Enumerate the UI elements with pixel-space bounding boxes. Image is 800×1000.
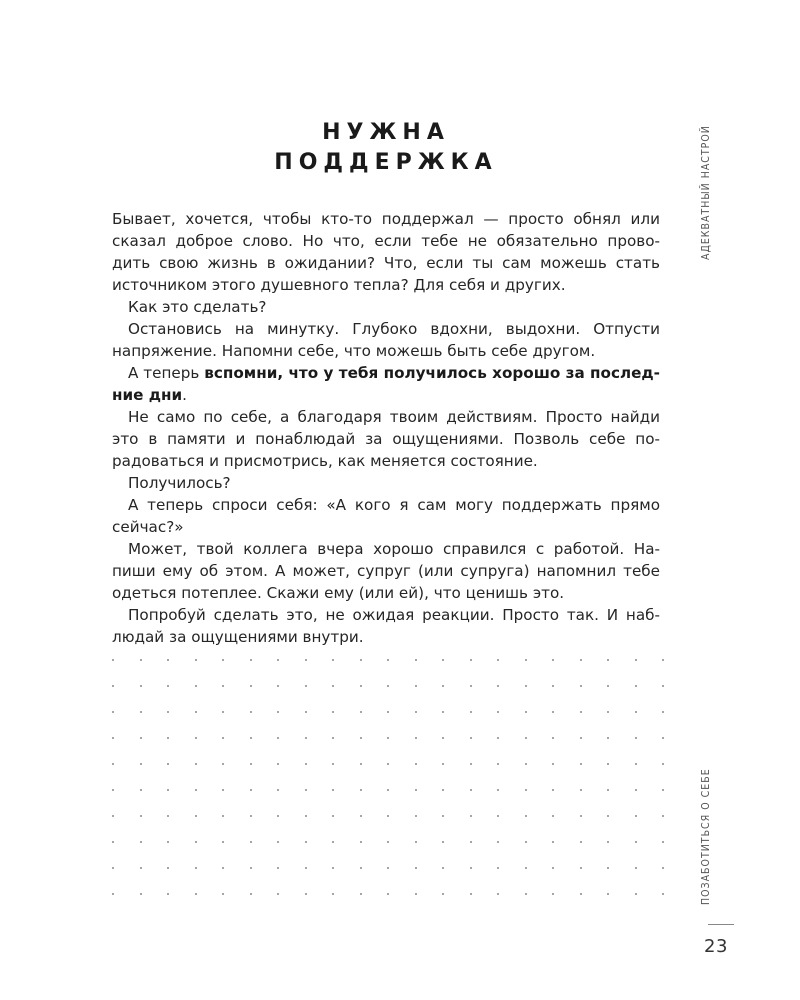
grid-dot [112, 841, 114, 843]
grid-dot [635, 711, 637, 713]
grid-dot [277, 893, 279, 895]
grid-dot [470, 815, 472, 817]
grid-dot [112, 763, 114, 765]
grid-dot [415, 893, 417, 895]
grid-dot [552, 685, 554, 687]
grid-dot [442, 737, 444, 739]
grid-dot [470, 867, 472, 869]
grid-dot [222, 815, 224, 817]
grid-dot [525, 867, 527, 869]
grid-dot [222, 789, 224, 791]
text-line: Остановись на минутку. Глубоко вдохни, выдохни. Отпусти [128, 320, 660, 338]
grid-dot [140, 893, 142, 895]
grid-dot [387, 711, 389, 713]
grid-dot [140, 659, 142, 661]
grid-dot [415, 841, 417, 843]
grid-dot [305, 685, 307, 687]
grid-dot [497, 763, 499, 765]
grid-dot [332, 867, 334, 869]
grid-dot [635, 893, 637, 895]
grid-dot [112, 737, 114, 739]
grid-dot [360, 737, 362, 739]
grid-dot [470, 659, 472, 661]
text-line: источником этого душевного тепла? Для себя и других. [112, 276, 566, 294]
grid-dot [607, 737, 609, 739]
text-line: это в памяти и понаблюдай за ощущениями. Позволь себе по- [112, 430, 660, 448]
grid-dot [525, 789, 527, 791]
dot-row [112, 784, 664, 810]
grid-dot [607, 789, 609, 791]
grid-dot [140, 815, 142, 817]
dot-row [112, 836, 664, 862]
grid-dot [360, 841, 362, 843]
sidebar-chapter-label: ПОЗАБОТИТЬСЯ О СЕБЕ [700, 768, 712, 905]
text-line: А теперь спроси себя: «А кого я сам могу поддержать прямо [128, 496, 660, 514]
grid-dot [112, 867, 114, 869]
grid-dot [415, 789, 417, 791]
grid-dot [195, 711, 197, 713]
grid-dot [662, 659, 664, 661]
grid-dot [360, 867, 362, 869]
grid-dot [580, 763, 582, 765]
grid-dot [277, 711, 279, 713]
grid-dot [442, 841, 444, 843]
grid-dot [277, 763, 279, 765]
grid-dot [662, 789, 664, 791]
grid-dot [497, 841, 499, 843]
text-line: пиши ему об этом. А может, супруг (или супруга) напомнил тебе [112, 562, 660, 580]
text-line: Бывает, хочется, чтобы кто-то поддержал — просто обнял или [112, 210, 660, 228]
grid-dot [112, 685, 114, 687]
grid-dot [497, 659, 499, 661]
text-line: сейчас?» [112, 518, 184, 536]
text-line [112, 362, 660, 384]
grid-dot [470, 893, 472, 895]
grid-dot [662, 867, 664, 869]
grid-dot [277, 659, 279, 661]
emphasis-text: ние дни [112, 386, 183, 404]
grid-dot [580, 737, 582, 739]
grid-dot [222, 659, 224, 661]
grid-dot [360, 763, 362, 765]
grid-dot [112, 789, 114, 791]
grid-dot [662, 737, 664, 739]
grid-dot [305, 789, 307, 791]
grid-dot [360, 893, 362, 895]
grid-dot [250, 659, 252, 661]
grid-dot [250, 789, 252, 791]
grid-dot [552, 659, 554, 661]
grid-dot [442, 685, 444, 687]
grid-dot [332, 711, 334, 713]
grid-dot [387, 893, 389, 895]
grid-dot [662, 893, 664, 895]
text-line: Попробуй сделать это, не ожидая реакции. Просто так. И наб- [128, 606, 660, 624]
grid-dot [387, 815, 389, 817]
grid-dot [305, 711, 307, 713]
grid-dot [222, 685, 224, 687]
grid-dot [305, 867, 307, 869]
text-line: Как это сделать? [128, 298, 267, 316]
grid-dot [332, 659, 334, 661]
grid-dot [167, 841, 169, 843]
grid-dot [580, 893, 582, 895]
grid-dot [360, 815, 362, 817]
grid-dot [470, 789, 472, 791]
grid-dot [250, 685, 252, 687]
text-line: Не само по себе, а благодаря твоим действиям. Просто найди [128, 408, 660, 426]
grid-dot [195, 789, 197, 791]
text-line: напряжение. Напомни себе, что можешь быть себе другом. [112, 342, 596, 360]
page-number: 23 [704, 936, 728, 957]
grid-dot [387, 841, 389, 843]
grid-dot [305, 815, 307, 817]
grid-dot [635, 659, 637, 661]
grid-dot [442, 867, 444, 869]
text-line: сказал доброе слово. Но что, если тебе не обязательно прово- [112, 232, 660, 250]
grid-dot [580, 659, 582, 661]
page-title [112, 118, 660, 178]
grid-dot [305, 841, 307, 843]
grid-dot [195, 893, 197, 895]
sidebar-divider [708, 924, 734, 925]
grid-dot [607, 867, 609, 869]
grid-dot [277, 685, 279, 687]
grid-dot [387, 737, 389, 739]
grid-dot [250, 867, 252, 869]
grid-dot [167, 815, 169, 817]
grid-dot [470, 737, 472, 739]
dot-row [112, 680, 664, 706]
grid-dot [607, 893, 609, 895]
grid-dot [552, 841, 554, 843]
grid-dot [580, 685, 582, 687]
grid-dot [140, 711, 142, 713]
grid-dot [140, 867, 142, 869]
grid-dot [195, 685, 197, 687]
grid-dot [525, 737, 527, 739]
grid-dot [525, 841, 527, 843]
text-line [112, 384, 660, 406]
grid-dot [167, 789, 169, 791]
grid-dot [415, 763, 417, 765]
grid-dot [525, 711, 527, 713]
grid-dot [140, 841, 142, 843]
grid-dot [497, 867, 499, 869]
grid-dot [140, 763, 142, 765]
grid-dot [442, 815, 444, 817]
grid-dot [442, 789, 444, 791]
grid-dot [635, 737, 637, 739]
grid-dot [332, 763, 334, 765]
emphasis-text: вспомни, что у тебя получилось хорошо за послед- [204, 364, 660, 382]
grid-dot [250, 815, 252, 817]
grid-dot [332, 789, 334, 791]
text-line: людай за ощущениями внутри. [112, 628, 364, 646]
sidebar-section-label: АДЕКВАТНЫЙ НАСТРОЙ [700, 125, 712, 260]
grid-dot [195, 659, 197, 661]
grid-dot [305, 763, 307, 765]
grid-dot [580, 711, 582, 713]
text-run: . [182, 386, 187, 404]
grid-dot [140, 685, 142, 687]
grid-dot [525, 659, 527, 661]
grid-dot [250, 737, 252, 739]
grid-dot [525, 815, 527, 817]
dot-grid-notes-area [112, 654, 664, 914]
grid-dot [250, 841, 252, 843]
dot-row [112, 732, 664, 758]
grid-dot [635, 763, 637, 765]
grid-dot [167, 867, 169, 869]
grid-dot [112, 893, 114, 895]
grid-dot [277, 737, 279, 739]
grid-dot [580, 841, 582, 843]
grid-dot [662, 711, 664, 713]
grid-dot [497, 711, 499, 713]
grid-dot [195, 737, 197, 739]
grid-dot [580, 815, 582, 817]
grid-dot [250, 711, 252, 713]
grid-dot [607, 841, 609, 843]
grid-dot [360, 685, 362, 687]
grid-dot [195, 815, 197, 817]
grid-dot [167, 685, 169, 687]
grid-dot [552, 867, 554, 869]
grid-dot [277, 789, 279, 791]
dot-row [112, 706, 664, 732]
grid-dot [222, 763, 224, 765]
grid-dot [552, 711, 554, 713]
grid-dot [497, 737, 499, 739]
grid-dot [360, 789, 362, 791]
grid-dot [470, 711, 472, 713]
grid-dot [607, 763, 609, 765]
grid-dot [167, 737, 169, 739]
grid-dot [332, 841, 334, 843]
grid-dot [470, 763, 472, 765]
dot-row [112, 654, 664, 680]
grid-dot [387, 685, 389, 687]
grid-dot [442, 711, 444, 713]
text-line: одеться потеплее. Скажи ему (или ей), что ценишь это. [112, 584, 565, 602]
grid-dot [360, 659, 362, 661]
grid-dot [222, 737, 224, 739]
grid-dot [250, 763, 252, 765]
grid-dot [662, 841, 664, 843]
grid-dot [635, 841, 637, 843]
text-line: дить свою жизнь в ожидании? Что, если ты сам можешь стать [112, 254, 660, 272]
grid-dot [497, 815, 499, 817]
grid-dot [332, 815, 334, 817]
grid-dot [442, 893, 444, 895]
grid-dot [552, 815, 554, 817]
grid-dot [607, 685, 609, 687]
grid-dot [112, 815, 114, 817]
text-line: Получилось? [128, 474, 231, 492]
grid-dot [635, 867, 637, 869]
body-text [112, 208, 660, 648]
grid-dot [387, 659, 389, 661]
grid-dot [332, 685, 334, 687]
grid-dot [635, 789, 637, 791]
grid-dot [222, 893, 224, 895]
text-line: радоваться и присмотрись, как меняется состояние. [112, 452, 538, 470]
grid-dot [360, 711, 362, 713]
grid-dot [497, 789, 499, 791]
grid-dot [277, 867, 279, 869]
grid-dot [387, 763, 389, 765]
title-line-1: НУЖНА [322, 120, 450, 145]
grid-dot [552, 893, 554, 895]
grid-dot [580, 789, 582, 791]
text-line: Может, твой коллега вчера хорошо справился с работой. На- [128, 540, 660, 558]
grid-dot [662, 763, 664, 765]
grid-dot [195, 763, 197, 765]
dot-row [112, 758, 664, 784]
grid-dot [497, 893, 499, 895]
grid-dot [222, 867, 224, 869]
grid-dot [415, 711, 417, 713]
grid-dot [387, 789, 389, 791]
grid-dot [525, 893, 527, 895]
grid-dot [167, 711, 169, 713]
dot-row [112, 810, 664, 836]
grid-dot [607, 711, 609, 713]
grid-dot [167, 763, 169, 765]
grid-dot [662, 815, 664, 817]
grid-dot [277, 815, 279, 817]
grid-dot [112, 659, 114, 661]
grid-dot [250, 893, 252, 895]
grid-dot [607, 815, 609, 817]
grid-dot [470, 841, 472, 843]
grid-dot [222, 841, 224, 843]
grid-dot [635, 685, 637, 687]
grid-dot [552, 763, 554, 765]
grid-dot [442, 659, 444, 661]
grid-dot [305, 893, 307, 895]
dot-row [112, 888, 664, 914]
grid-dot [607, 659, 609, 661]
grid-dot [470, 685, 472, 687]
title-line-2: ПОДДЕРЖКА [274, 150, 498, 175]
grid-dot [167, 659, 169, 661]
grid-dot [525, 685, 527, 687]
grid-dot [305, 659, 307, 661]
grid-dot [387, 867, 389, 869]
grid-dot [415, 685, 417, 687]
grid-dot [662, 685, 664, 687]
text-run: А теперь [128, 364, 205, 382]
grid-dot [635, 815, 637, 817]
grid-dot [332, 893, 334, 895]
grid-dot [140, 789, 142, 791]
grid-dot [552, 737, 554, 739]
grid-dot [415, 815, 417, 817]
grid-dot [442, 763, 444, 765]
grid-dot [552, 789, 554, 791]
grid-dot [415, 737, 417, 739]
grid-dot [415, 867, 417, 869]
dot-row [112, 862, 664, 888]
grid-dot [580, 867, 582, 869]
grid-dot [222, 711, 224, 713]
grid-dot [415, 659, 417, 661]
grid-dot [332, 737, 334, 739]
grid-dot [140, 737, 142, 739]
grid-dot [195, 841, 197, 843]
grid-dot [277, 841, 279, 843]
grid-dot [195, 867, 197, 869]
grid-dot [497, 685, 499, 687]
grid-dot [167, 893, 169, 895]
grid-dot [112, 711, 114, 713]
grid-dot [525, 763, 527, 765]
grid-dot [305, 737, 307, 739]
